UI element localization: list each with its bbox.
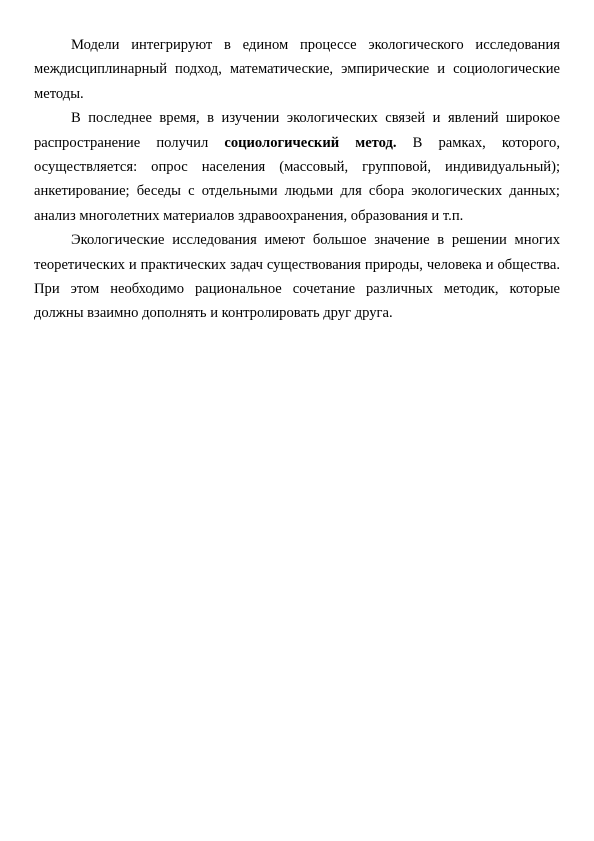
paragraph-1: Модели интегрируют в едином процессе экологического исследования междисциплинарный подход, математические, эмпирические и социологические методы. [34, 37, 560, 102]
emphasized-term: социологический метод. [224, 134, 397, 151]
paragraph-2 [34, 106, 560, 228]
paragraph-2-text-end: В рамках, которого, осуществляется: опрос населения (массовый, групповой, индивидуальный); анкетирование; беседы с отдельными людьми для сбора экологических данных; анализ многолетних материалов здравоохранения, образования и т.п. [34, 134, 560, 224]
paragraph-3: Экологические исследования имеют большое значение в решении многих теоретических и практических задач существования природы, человека и общества. При этом необходимо рациональное сочетание различных методик, которые должны взаимно дополнять и контролировать друг друга. [34, 232, 560, 322]
paragraph-2-text-start: В последнее время, в изучении экологических связей и явлений широкое распространение получил [34, 110, 560, 151]
body-text [34, 33, 560, 326]
